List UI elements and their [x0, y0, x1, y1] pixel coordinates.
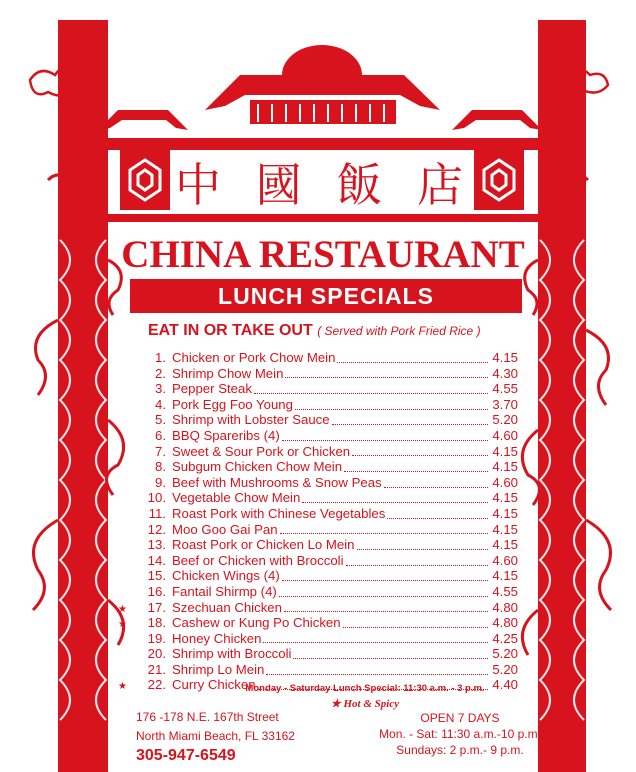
menu-item-price: 4.15: [492, 521, 518, 537]
menu-item-number: 8.: [155, 459, 166, 475]
menu-item-number: 13.: [147, 537, 166, 553]
menu-item-price: 4.80: [492, 615, 518, 631]
menu-item-number: 10.: [147, 490, 166, 506]
menu-item-price: 4.15: [492, 350, 518, 365]
dot-leader: [387, 517, 488, 519]
menu-item-number: 22.: [147, 677, 166, 693]
menu-item: [118, 381, 518, 397]
menu-item-price: 5.20: [492, 646, 518, 662]
address-line1: 176 -178 N.E. 167th Street: [136, 710, 279, 724]
menu-item: [118, 662, 518, 678]
menu-item-price: 4.55: [492, 381, 518, 397]
menu-item-number: 12.: [147, 521, 166, 537]
menu-item-name: Pepper Steak: [172, 381, 252, 397]
dot-leader: [344, 470, 488, 472]
menu-item: [118, 397, 518, 413]
menu-item-price: 5.20: [492, 661, 518, 677]
menu-item-name: Shrimp Chow Mein: [172, 365, 284, 381]
chinese-title: [175, 152, 465, 212]
menu-item-number: 17.: [147, 599, 166, 615]
menu-item-number: 11.: [148, 505, 166, 521]
menu-item: [118, 475, 518, 491]
menu-item-name: Chicken Wings (4): [172, 568, 280, 584]
menu-item-name: Pork Egg Foo Young: [172, 396, 293, 412]
dot-leader: [357, 548, 488, 550]
menu-item-name: Shrimp Lo Mein: [172, 661, 265, 677]
menu-item: [118, 568, 518, 584]
open-title: OPEN 7 DAYS: [420, 711, 500, 725]
menu-item: [118, 350, 518, 366]
subheading-text: EAT IN OR TAKE OUT: [148, 322, 313, 339]
menu-list: [118, 350, 518, 693]
dot-leader: [332, 423, 488, 425]
chinese-char: 國: [255, 158, 304, 212]
sun: [282, 45, 362, 75]
lunch-specials-banner: LUNCH SPECIALS: [130, 279, 522, 313]
menu-item-price: 4.60: [492, 474, 518, 490]
dot-leader: [282, 439, 488, 441]
menu-item: [118, 522, 518, 538]
menu-item-price: 4.15: [492, 490, 518, 506]
menu-item-number: 3.: [155, 381, 166, 397]
dot-leader: [285, 376, 488, 378]
hot-spicy-legend: ★ Hot & Spicy: [330, 698, 400, 710]
menu-item-number: 1.: [155, 350, 166, 365]
menu-item-number: 2.: [155, 365, 166, 381]
menu-item-number: 15.: [147, 568, 166, 584]
menu-item-price: 4.60: [492, 427, 518, 443]
dot-leader: [302, 501, 488, 503]
chinese-char: 飯: [336, 158, 385, 212]
menu-item-name: Szechuan Chicken: [172, 599, 282, 615]
menu-item-name: BBQ Spareribs (4): [172, 427, 280, 443]
subheading-note: ( Served with Pork Fried Rice ): [317, 324, 481, 338]
lunch-hours: Monday - Saturday Lunch Special: 11:30 a.m. - 3 p.m.: [245, 683, 485, 694]
menu-item: [118, 615, 518, 631]
menu-item-name: Roast Pork or Chicken Lo Mein: [172, 537, 355, 553]
menu-item-number: 7.: [155, 443, 166, 459]
menu-item-name: Beef or Chicken with Broccoli: [172, 552, 344, 568]
menu-item-name: Cashew or Kung Po Chicken: [172, 615, 341, 631]
menu-item-price: 4.55: [492, 583, 518, 599]
menu-item: [118, 646, 518, 662]
menu-item: [118, 412, 518, 428]
menu-item-price: 4.25: [492, 630, 518, 646]
menu-item-name: Curry Chicken: [172, 677, 256, 693]
menu-item-number: 18.: [147, 615, 166, 631]
right-pillar: [538, 20, 586, 772]
menu-item-price: 4.15: [492, 459, 518, 475]
menu-item-price: 4.60: [492, 552, 518, 568]
dot-leader: [280, 532, 488, 534]
open-sunday: Sundays: 2 p.m.- 9 p.m.: [396, 743, 524, 757]
menu-item-name: Fantail Shirmp (4): [172, 583, 277, 599]
menu-item-price: 4.30: [492, 365, 518, 381]
menu-item-name: Shrimp with Lobster Sauce: [172, 412, 330, 428]
menu-item-price: 5.20: [492, 412, 518, 428]
menu-item-number: 5.: [155, 412, 166, 428]
menu-item-number: 4.: [155, 396, 166, 412]
address-line2: North Miami Beach, FL 33162: [136, 729, 295, 743]
menu-item-price: 4.15: [492, 537, 518, 553]
menu-item: [118, 506, 518, 522]
menu-item-name: Chicken or Pork Chow Mein: [172, 350, 336, 365]
address-block: [136, 708, 336, 765]
chinese-char: 中: [175, 158, 223, 212]
dot-leader: [263, 641, 488, 643]
menu-item: [118, 444, 518, 460]
dot-leader: [343, 626, 488, 628]
dot-leader: [282, 579, 488, 581]
menu-item: [118, 553, 518, 569]
menu-item-price: 4.15: [492, 568, 518, 584]
spicy-star-icon: ★: [118, 619, 127, 631]
opening-hours: [360, 710, 560, 758]
menu-item-price: 4.15: [492, 443, 518, 459]
eat-in-take-out-heading: [148, 322, 528, 340]
dot-leader: [279, 595, 488, 597]
menu-item-number: 16.: [147, 583, 166, 599]
dot-leader: [266, 673, 488, 675]
left-pillar: [58, 20, 108, 772]
spicy-star-icon: ★: [118, 603, 127, 615]
menu-item-price: 4.40: [492, 677, 518, 693]
menu-item: [118, 537, 518, 553]
open-weekday: Mon. - Sat: 11:30 a.m.-10 p.m.: [379, 727, 541, 741]
menu-item-number: 20.: [147, 646, 166, 662]
menu-item-number: 9.: [155, 474, 166, 490]
menu-item: [118, 631, 518, 647]
menu-item-name: Roast Pork with Chinese Vegetables: [172, 505, 386, 521]
dot-leader: [284, 610, 488, 612]
dot-leader: [254, 392, 488, 394]
menu-item-price: 3.70: [492, 396, 518, 412]
menu-item: [118, 459, 518, 475]
menu-item-name: Beef with Mushrooms & Snow Peas: [172, 474, 382, 490]
dot-leader: [293, 657, 488, 659]
menu-item: [118, 366, 518, 382]
menu-item-name: Honey Chicken: [172, 630, 262, 646]
menu-item: [118, 490, 518, 506]
dot-leader: [346, 564, 488, 566]
menu-item-number: 6.: [155, 427, 166, 443]
spicy-star-icon: ★: [118, 681, 127, 693]
dot-leader: [384, 486, 488, 488]
menu-item-name: Subgum Chicken Chow Mein: [172, 459, 343, 475]
menu-item: [118, 428, 518, 444]
menu-item-name: Sweet & Sour Pork or Chicken: [172, 443, 351, 459]
menu-item-number: 19.: [147, 630, 166, 646]
menu-item-number: 21.: [147, 661, 166, 677]
menu-item: [118, 600, 518, 616]
dot-leader: [337, 361, 488, 363]
menu-item: [118, 584, 518, 600]
menu-item-name: Vegetable Chow Mein: [172, 490, 301, 506]
menu-item-name: Shrimp with Broccoli: [172, 646, 292, 662]
restaurant-name: CHINA RESTAURANT: [121, 233, 525, 276]
menu-item-price: 4.80: [492, 599, 518, 615]
phone-number: 305-947-6549: [136, 747, 236, 764]
menu-item-name: Moo Goo Gai Pan: [172, 521, 278, 537]
dot-leader: [352, 454, 488, 456]
dot-leader: [295, 408, 488, 410]
menu-item-number: 14.: [147, 552, 166, 568]
chinese-char: 店: [416, 158, 465, 212]
menu-item-price: 4.15: [492, 505, 518, 521]
